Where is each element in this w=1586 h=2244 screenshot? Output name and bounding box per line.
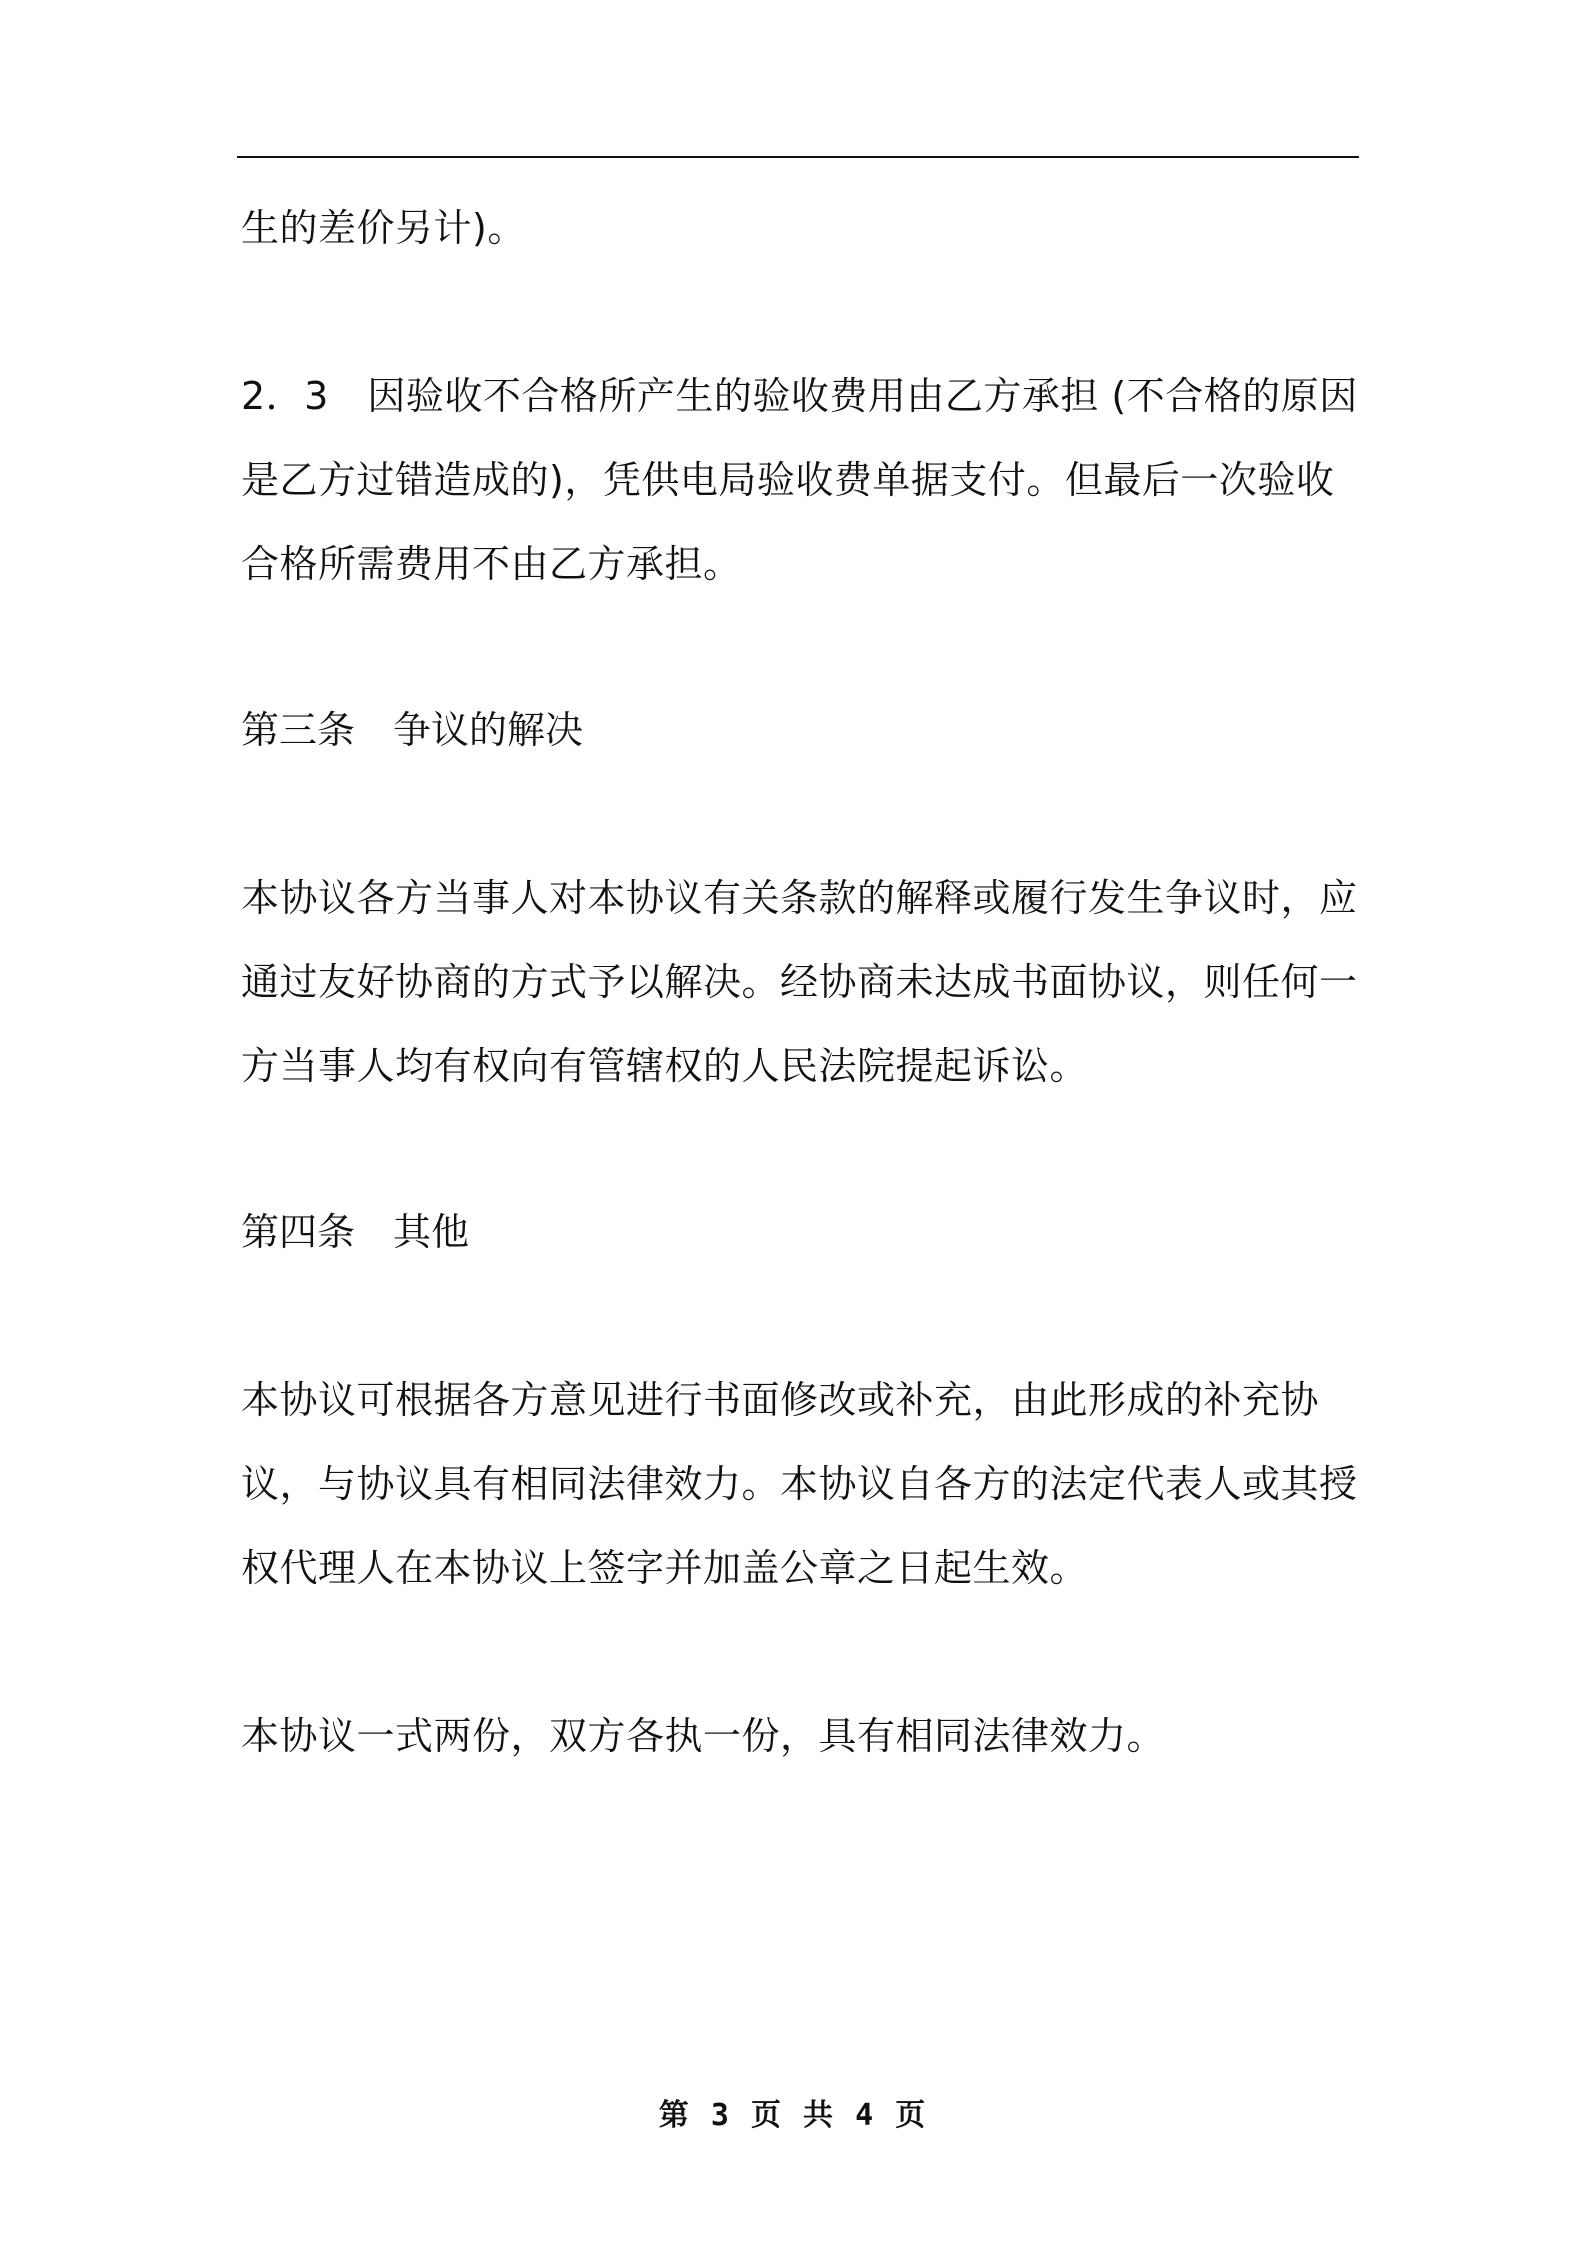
article-3-body-block [241, 856, 1361, 1108]
article-4-body-1-text: 本协议可根据各方意见进行书面修改或补充，由此形成的补充协议，与协议具有相同法律效力。本协议自各方的法定代表人或其授权代理人在本协议上签字并加盖公章之日起生效。 [241, 1378, 1358, 1590]
article-3-heading: 第三条 争议的解决 [241, 708, 584, 752]
article-4-body-1-block [241, 1358, 1361, 1610]
article-4-body-2-text: 本协议一式两份，双方各执一份，具有相同法律效力。 [241, 1714, 1166, 1758]
article-4-heading: 第四条 其他 [241, 1210, 470, 1254]
clause-2-3-text: 2．3 因验收不合格所产生的验收费用由乙方承担 (不合格的原因是乙方过错造成的)，凭供电局验收费单据支付。但最后一次验收合格所需费用不由乙方承担。 [241, 374, 1358, 586]
header-rule [237, 156, 1359, 158]
article-4-heading-block [241, 1190, 1361, 1274]
article-3-body-text: 本协议各方当事人对本协议有关条款的解释或履行发生争议时，应通过友好协商的方式予以解决。经协商未达成书面协议，则任何一方当事人均有权向有管辖权的人民法院提起诉讼。 [241, 876, 1358, 1088]
article-3-heading-block [241, 688, 1361, 772]
continuation-block [241, 186, 1361, 270]
article-4-body-2-block [241, 1694, 1361, 1778]
page-number-footer: 第 3 页 共 4 页 [658, 2098, 928, 2133]
continuation-text: 生的差价另计)。 [241, 206, 526, 250]
clause-2-3-block [241, 354, 1361, 606]
